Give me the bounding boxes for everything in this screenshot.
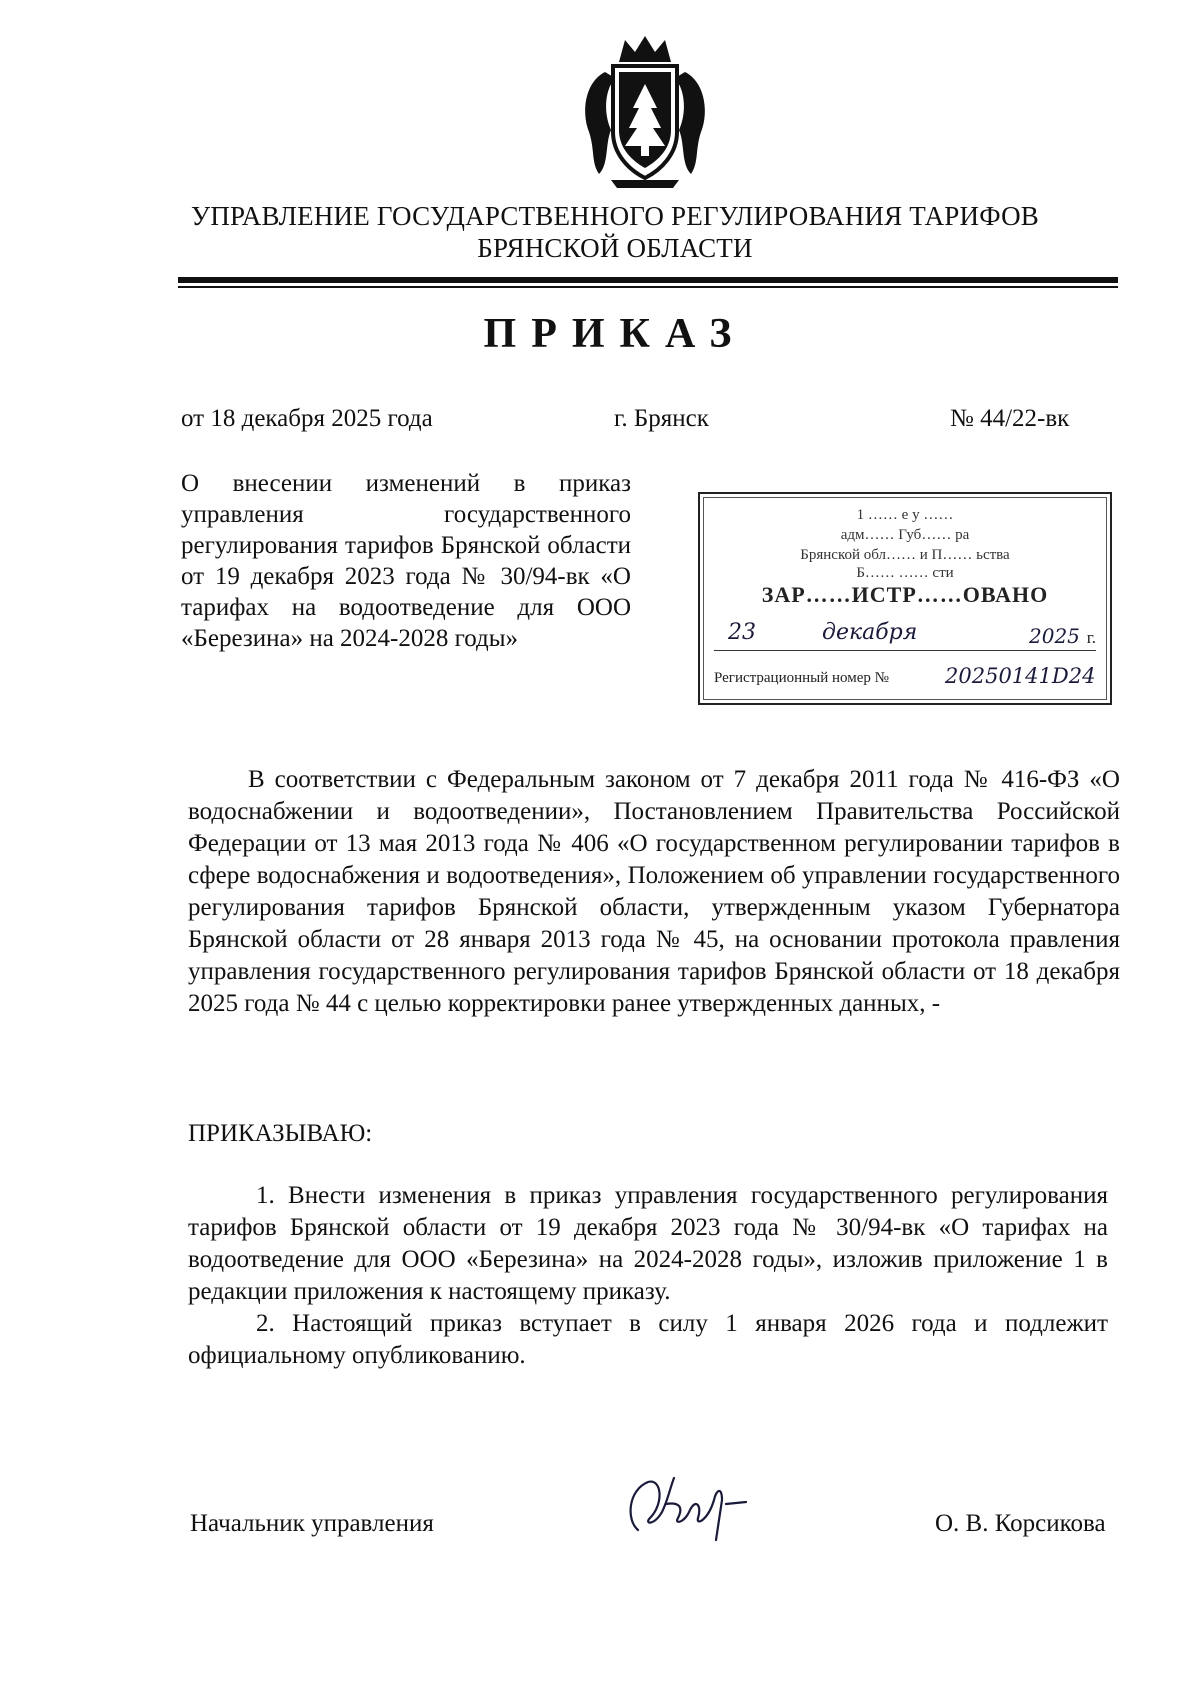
registration-stamp (698, 492, 1112, 705)
stamp-number-value: 20250141D24 (945, 664, 1096, 688)
document-city: г. Брянск (614, 405, 709, 432)
document-number: № 44/22-вк (950, 405, 1070, 432)
stamp-date-year-suffix: г. (1086, 628, 1096, 647)
document-title: ПРИКАЗ (483, 311, 747, 357)
order-item-2: 2. Настоящий приказ вступает в силу 1 января 2026 года и подлежит официальному опубликованию. (188, 1310, 1108, 1369)
header-divider-thin (178, 286, 1118, 288)
stamp-date-line (714, 620, 1096, 651)
order-item-1: 1. Внести изменения в приказ управления государственного регулирования тарифов Брянской области от 19 декабря 2023 года № 30/94-вк «О тарифах на водоотведение для ООО «Березина» на 2024-2028 годы», изложив приложение 1 в редакции приложения к настоящему приказу. (188, 1182, 1108, 1305)
preamble-paragraph: В соответствии с Федеральным законом от 7 декабря 2011 года № 416-ФЗ «О водоснабжении и водоотведении», Постановлением Правительства Российской Федерации от 13 мая 2013 года № 406 «О государственном регулировании тарифов в сфере водоснабжения и водоотведения», Положением об управлении государственного регулирования тарифов Брянской области, утвержденным указом Губернатора Брянской области от 28 января 2013 года № 45, на основании протокола правления управления государственного регулирования тарифов Брянской области от 18 декабря 2025 года № 44 с целью корректировки ранее утвержденных данных, - (188, 766, 1120, 1017)
handwritten-signature-icon (618, 1460, 768, 1550)
stamp-line-3: Брянской обл…… и П…… ьства (800, 547, 1010, 563)
order-items (188, 1180, 1108, 1372)
document-subject: О внесении изменений в приказ управления государственного регулирования тарифов Брянской области от 19 декабря 2023 года № 30/94-вк «О тарифах на водоотведение для ООО «Березина» на 2024-2028 годы» (181, 470, 631, 652)
order-directive: ПРИКАЗЫВАЮ: (188, 1120, 373, 1147)
stamp-number-label: Регистрационный номер № (714, 670, 889, 686)
stamp-line-2: адм…… Губ…… ра (840, 527, 970, 543)
organization-name-line-1: УПРАВЛЕНИЕ ГОСУДАРСТВЕННОГО РЕГУЛИРОВАНИЯ ТАРИФОВ (191, 201, 1039, 231)
stamp-registered-label: ЗАР……ИСТР……ОВАНО (761, 582, 1049, 607)
coat-of-arms-icon (575, 32, 715, 192)
header-divider-thick (178, 277, 1118, 283)
stamp-line-1: 1 …… е у …… (856, 507, 954, 523)
stamp-line-4: Б…… …… сти (856, 565, 954, 581)
organization-name-line-2: БРЯНСКОЙ ОБЛАСТИ (477, 233, 753, 263)
stamp-date-month: декабря (822, 620, 918, 645)
organization-header (150, 200, 1080, 264)
document-date: от 18 декабря 2025 года (181, 405, 433, 432)
document-preamble (188, 764, 1120, 1020)
signatory-role: Начальник управления (190, 1510, 434, 1537)
stamp-date-day: 23 (728, 620, 756, 645)
signatory-name: О. В. Корсикова (935, 1510, 1106, 1537)
stamp-date-year: 2025 (1029, 624, 1080, 648)
